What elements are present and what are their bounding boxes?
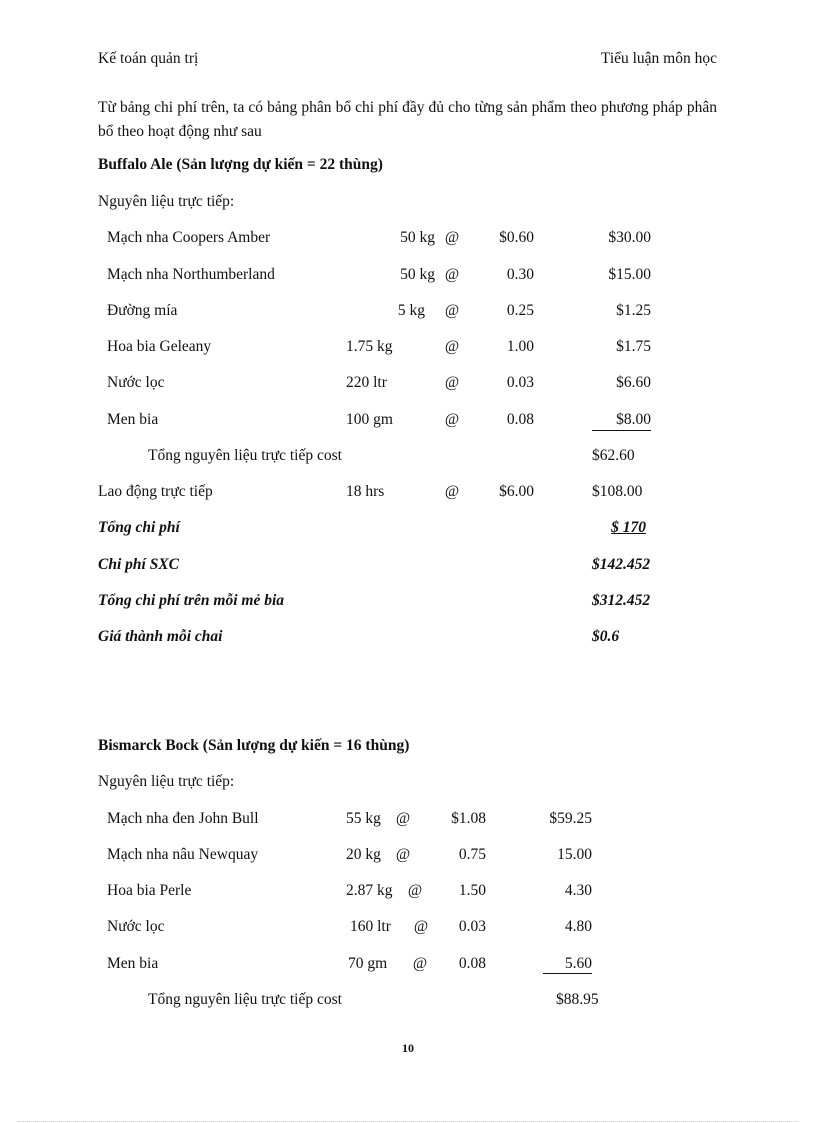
at-sign: @	[444, 229, 460, 246]
buffalo-materials-total: $62.60	[592, 447, 635, 464]
bismarck-title: Bismarck Bock (Sản lượng dự kiến = 16 thùng)	[98, 737, 410, 754]
item-price: 0.08	[506, 411, 534, 428]
at-sign: @	[407, 882, 423, 899]
labor-price: $6.00	[499, 483, 534, 500]
buffalo-materials-total-label: Tổng nguyên liệu trực tiếp cost	[148, 447, 342, 464]
buffalo-materials-label: Nguyên liệu trực tiếp:	[98, 193, 235, 210]
at-sign: @	[444, 302, 460, 319]
item-qty: 5 kg	[397, 302, 425, 319]
item-qty: 100 gm	[346, 411, 393, 428]
item-cost: $1.25	[616, 302, 651, 319]
item-name: Nước lọc	[107, 918, 165, 935]
item-name: Men bia	[107, 955, 159, 972]
item-price: 0.03	[458, 918, 486, 935]
bismarck-materials-total: $88.95	[556, 991, 599, 1008]
item-qty: 50 kg	[400, 266, 435, 283]
labor-name: Lao động trực tiếp	[98, 483, 213, 500]
item-qty: 160 ltr	[350, 918, 391, 935]
item-qty: 2.87 kg	[346, 882, 393, 899]
item-name: Hoa bia Geleany	[107, 338, 212, 355]
at-sign: @	[395, 810, 411, 827]
item-price: 0.03	[506, 374, 534, 391]
item-name: Đường mía	[107, 302, 178, 319]
item-qty: 70 gm	[348, 955, 388, 972]
item-cost: $59.25	[549, 810, 592, 827]
item-cost: $30.00	[608, 229, 651, 246]
at-sign: @	[444, 411, 460, 428]
item-qty: 55 kg	[346, 810, 381, 827]
bismarck-materials-total-label: Tổng nguyên liệu trực tiếp cost	[148, 991, 342, 1008]
labor-qty: 18 hrs	[346, 483, 385, 500]
bottle-price-label: Giá thành mỗi chai	[98, 628, 223, 645]
header-left: Kế toán quản trị	[98, 50, 199, 67]
item-cost: $1.75	[616, 338, 651, 355]
item-cost: 15.00	[557, 846, 592, 863]
item-qty: 50 kg	[400, 229, 435, 246]
item-cost: $8.00	[592, 411, 651, 431]
item-price: 0.75	[458, 846, 486, 863]
item-qty: 1.75 kg	[346, 338, 393, 355]
page-bottom-divider	[18, 1121, 798, 1122]
at-sign: @	[413, 918, 429, 935]
at-sign: @	[444, 338, 460, 355]
batch-total-label: Tổng chi phí trên mỗi mẻ bia	[98, 592, 285, 609]
buffalo-title: Buffalo Ale (Sản lượng dự kiến = 22 thùng)	[98, 156, 383, 173]
item-price: 0.08	[458, 955, 486, 972]
item-name: Men bia	[107, 411, 159, 428]
page-number: 10	[402, 1041, 414, 1055]
item-cost: 4.30	[564, 882, 592, 899]
at-sign: @	[444, 266, 460, 283]
batch-total-value: $312.452	[592, 592, 651, 609]
item-name: Nước lọc	[107, 374, 165, 391]
item-price: 0.25	[506, 302, 534, 319]
at-sign: @	[395, 846, 411, 863]
at-sign: @	[412, 955, 428, 972]
item-name: Mạch nha Coopers Amber	[107, 229, 271, 246]
at-sign: @	[444, 483, 460, 500]
item-qty: 20 kg	[346, 846, 381, 863]
item-price: 0.30	[506, 266, 534, 283]
labor-cost: $108.00	[592, 483, 643, 500]
item-name: Hoa bia Perle	[107, 882, 192, 899]
item-price: $1.08	[451, 810, 486, 827]
item-name: Mạch nha Northumberland	[107, 266, 275, 283]
intro-paragraph: Từ bảng chi phí trên, ta có bảng phân bổ chi phí đầy đủ cho từng sản phẩm theo phương pháp phân bổ theo hoạt động như sau	[98, 99, 717, 140]
item-cost: $6.60	[616, 374, 651, 391]
header-right: Tiểu luận môn học	[600, 50, 717, 67]
item-qty: 220 ltr	[346, 374, 387, 391]
total-cost-label: Tổng chi phí	[98, 519, 180, 536]
overhead-label: Chi phí SXC	[98, 556, 179, 573]
item-price: 1.00	[506, 338, 534, 355]
at-sign: @	[444, 374, 460, 391]
bottle-price-value: $0.6	[592, 628, 620, 645]
item-cost: 4.80	[564, 918, 592, 935]
item-price: 1.50	[458, 882, 486, 899]
item-cost: $15.00	[608, 266, 651, 283]
overhead-value: $142.452	[592, 556, 651, 573]
item-cost: 5.60	[543, 955, 592, 974]
item-price: $0.60	[499, 229, 534, 246]
item-name: Mạch nha đen John Bull	[107, 810, 259, 827]
item-name: Mạch nha nâu Newquay	[107, 846, 259, 863]
bismarck-materials-label: Nguyên liệu trực tiếp:	[98, 773, 235, 790]
total-cost-value: $ 170	[611, 519, 646, 536]
